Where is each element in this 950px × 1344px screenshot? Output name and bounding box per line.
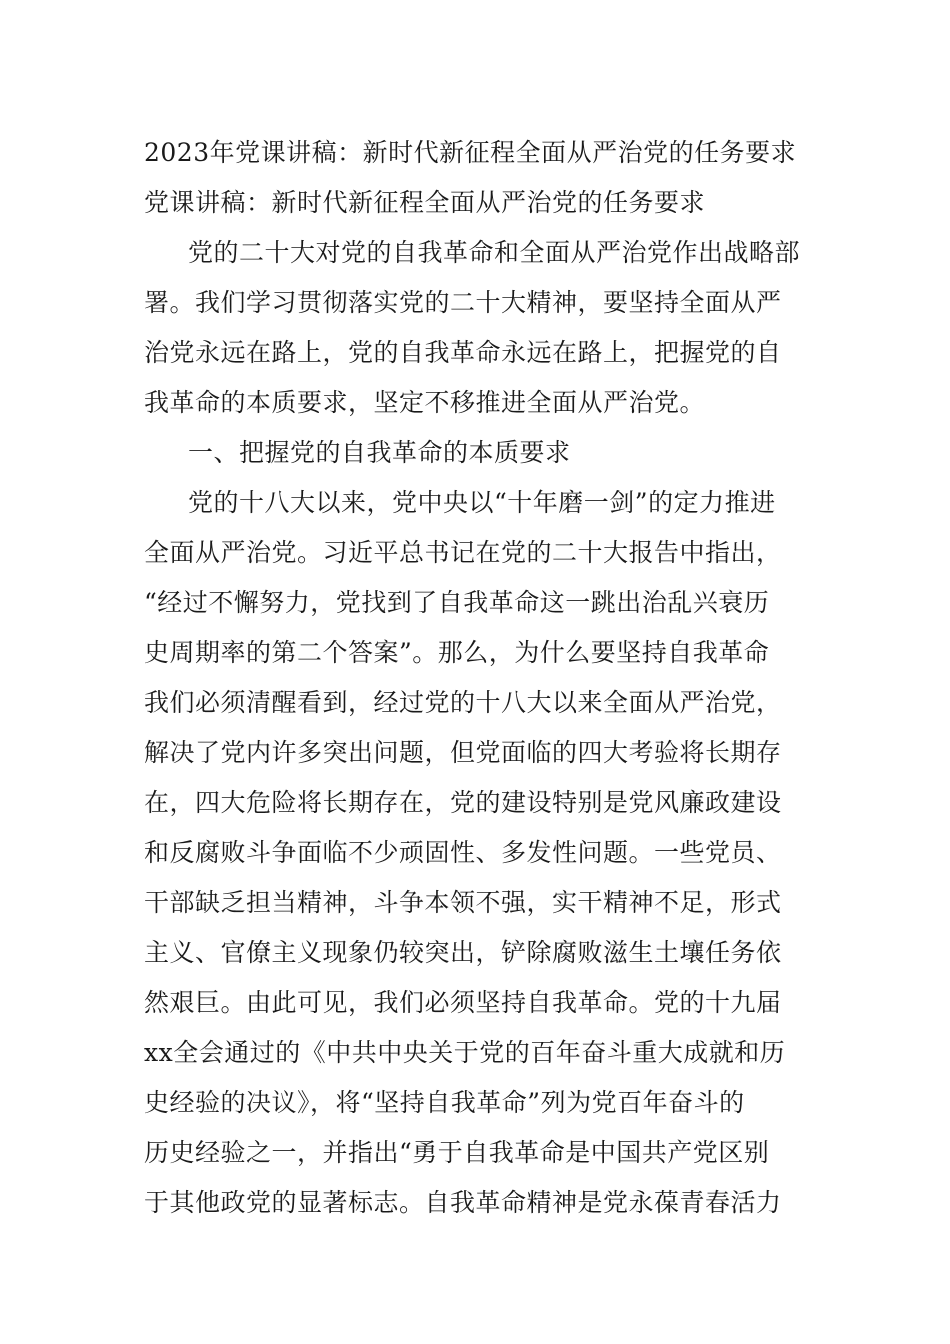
paragraph-line: 主义、官僚主义现象仍较突出，铲除腐败滋生土壤任务依: [144, 938, 782, 967]
paragraph-line: 于其他政党的显著标志。自我革命精神是党永葆青春活力: [144, 1188, 782, 1217]
paragraph-line: 然艰巨。由此可见，我们必须坚持自我革命。党的十九届: [144, 988, 782, 1017]
paragraph-line: 史经验的决议》，将“坚持自我革命”列为党百年奋斗的: [144, 1088, 745, 1117]
paragraph-line: 全面从严治党。习近平总书记在党的二十大报告中指出，: [144, 538, 782, 567]
paragraph-line: 我革命的本质要求，坚定不移推进全面从严治党。: [144, 388, 706, 417]
paragraph-line: 党的十八大以来，党中央以“十年磨一剑”的定力推进: [188, 488, 776, 517]
paragraph-line: 署。我们学习贯彻落实党的二十大精神，要坚持全面从严: [144, 288, 782, 317]
document-body: [144, 128, 824, 1228]
paragraph-line: 历史经验之一，并指出“勇于自我革命是中国共产党区别: [144, 1138, 770, 1167]
paragraph-line: 党的二十大对党的自我革命和全面从严治党作出战略部: [188, 238, 801, 267]
paragraph-line: 解决了党内许多突出问题，但党面临的四大考验将长期存: [144, 738, 782, 767]
document-subtitle: 党课讲稿：新时代新征程全面从严治党的任务要求: [144, 188, 706, 217]
paragraph-line: 和反腐败斗争面临不少顽固性、多发性问题。一些党员、: [144, 838, 782, 867]
paragraph-line: 史周期率的第二个答案”。那么，为什么要坚持自我革命: [144, 638, 770, 667]
paragraph-line: 治党永远在路上，党的自我革命永远在路上，把握党的自: [144, 338, 782, 367]
document-title: 2023年党课讲稿：新时代新征程全面从严治党的任务要求: [144, 138, 797, 167]
paragraph-line: “经过不懈努力，党找到了自我革命这一跳出治乱兴衰历: [144, 588, 770, 617]
paragraph-line: xx全会通过的《中共中央关于党的百年奋斗重大成就和历: [144, 1038, 786, 1067]
paragraph-line: 我们必须清醒看到，经过党的十八大以来全面从严治党，: [144, 688, 782, 717]
section-heading: 一、把握党的自我革命的本质要求: [188, 438, 571, 467]
paragraph-line: 干部缺乏担当精神，斗争本领不强，实干精神不足，形式: [144, 888, 782, 917]
paragraph-line: 在，四大危险将长期存在，党的建设特别是党风廉政建设: [144, 788, 782, 817]
